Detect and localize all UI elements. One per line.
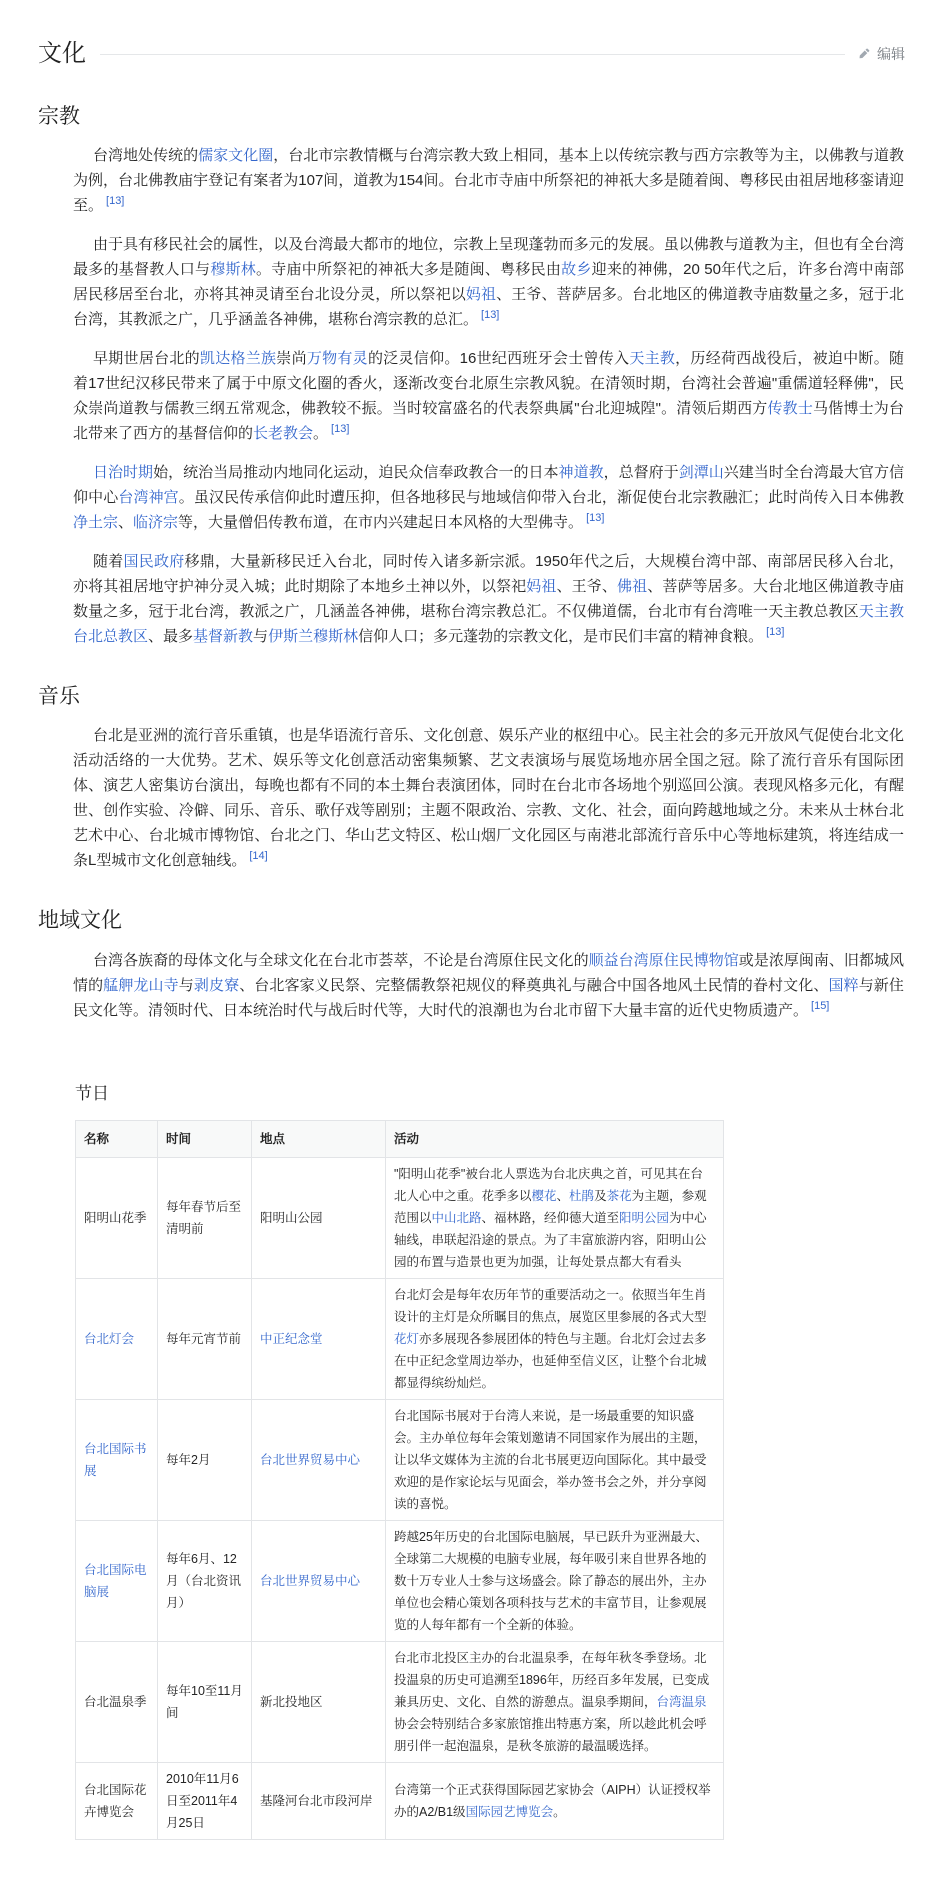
wiki-link[interactable]: 中山北路 — [431, 1210, 482, 1225]
wiki-link[interactable]: 台北灯会 — [84, 1331, 135, 1346]
section-religion — [38, 103, 905, 649]
festival-place-cell — [252, 1157, 386, 1278]
wiki-link[interactable]: 妈祖 — [526, 578, 557, 596]
paragraph — [73, 346, 904, 446]
festivals-table-header-row — [76, 1120, 724, 1157]
festival-activity-cell — [386, 1278, 724, 1399]
wiki-link[interactable]: [13] — [586, 512, 605, 525]
text-run: 与新住民文化等。清领时代、日本统治时代与战后时代等，大时代的浪潮也为台北市留下大量丰富的近代史物质遗产。 — [73, 976, 904, 1019]
wiki-link[interactable]: [13] — [766, 626, 785, 639]
wiki-link[interactable]: 中正纪念堂 — [260, 1331, 323, 1346]
festival-name-cell — [76, 1520, 158, 1641]
text-run: 台北国际花卉博览会 — [84, 1782, 147, 1819]
text-run: 。 — [313, 425, 329, 443]
wiki-link[interactable]: 天主教台北总教区 — [73, 603, 904, 646]
text-run: 与 — [178, 976, 194, 994]
festival-name-cell — [76, 1157, 158, 1278]
wiki-link[interactable]: 艋舺龙山寺 — [103, 976, 179, 994]
wiki-link[interactable]: 穆斯林 — [210, 261, 257, 279]
wiki-link[interactable]: 佛祖 — [616, 578, 648, 596]
text-run: 早期世居台北的 — [93, 350, 200, 368]
wiki-link[interactable]: 台湾神宫 — [118, 489, 179, 507]
text-run: 等，大量僧侣传教布道，在市内兴建起日本风格的大型佛寺。 — [178, 514, 584, 532]
festival-time-cell: 每年10至11月间 — [158, 1641, 252, 1762]
text-run: 台北是亚洲的流行音乐重镇，也是华语流行音乐、文化创意、娱乐产业的枢纽中心。民主社会的多元开放风气促使台北文化活动活络的一大优势。艺术、娱乐等文化创意活动密集频繁、艺文表演场与展览场地亦居全国之冠。除了流行音乐有国际团体、演艺人密集访台演出，每晚也都有不同的本土舞台表演团体，同时在台北市各场地个别巡回公演。表现风格多元化，有醒世、创作实验、冷僻、同乐、音乐、歌仔戏等剧别；主题不限政治、宗教、文化、社会，面向跨越地域之分。未来从士林台北艺术中心、台北城市博物馆、台北之门、华山艺文特区、松山烟厂文化园区与南港北部流行音乐中心等地标建筑，将连结成一条L型城市文化创意轴线。 — [73, 727, 904, 870]
text-run: 、福林路，经仰德大道至 — [481, 1210, 620, 1225]
wiki-link[interactable]: 阳明公园 — [619, 1210, 670, 1225]
text-run: 台北市北投区主办的台北温泉季，在每年秋冬季登场。北投温泉的历史可追溯至1896年，历经百多年发展，已变成兼具历史、文化、自然的游憩点。温泉季期间， — [394, 1650, 710, 1709]
reference-marker[interactable] — [331, 423, 349, 435]
text-run: ，台北市宗教情概与台湾宗教大致上相同，基本上以传统宗教与西方宗教等为主，以佛教与道教为例，台北佛教庙宇登记有案者为107间，道教为154间。台北市寺庙中所祭祀的神祇大多是随着闽、粤移民由祖居地移銮请迎至。 — [73, 147, 904, 215]
wiki-link[interactable]: 基督新教 — [193, 628, 254, 646]
column-header-activity: 活动 — [386, 1120, 724, 1157]
text-run: 迎来的神佛，20 50年代之后，许多台湾中南部居民移居至台北，亦将其神灵请至台北设分灵，所以祭祀以 — [73, 261, 904, 304]
religion-paragraphs — [73, 143, 904, 649]
music-paragraphs — [73, 723, 904, 873]
wiki-link[interactable]: 神道教 — [558, 464, 604, 482]
text-run: 、王爷、 — [556, 578, 617, 596]
wiki-link[interactable]: 儒家文化圈 — [198, 147, 274, 165]
wiki-link[interactable]: [13] — [331, 423, 350, 436]
text-run: 阳明山公园 — [260, 1210, 323, 1225]
wiki-link[interactable]: 伊斯兰穆斯林 — [268, 628, 359, 646]
wiki-link[interactable]: 台北世界贸易中心 — [260, 1452, 361, 1467]
text-run: 马偕博士为台北带来了西方的基督信仰的 — [73, 400, 904, 443]
text-run: 移鼎，大量新移民迁入台北，同时传入诸多新宗派。1950年代之后，大规模台湾中部、南部居民移入台北，亦将其祖居地守护神分灵入城；此时期除了本地乡土神以外，以祭祀 — [73, 553, 904, 596]
text-run: 为主题，参观范围以 — [394, 1188, 707, 1225]
column-header-name: 名称 — [76, 1120, 158, 1157]
wiki-link[interactable]: 天主教 — [629, 350, 676, 368]
festival-place-cell — [252, 1762, 386, 1839]
text-run: 、台北客家义民祭、完整儒教祭祀规仪的释奠典礼与融合中国各地风土民情的眷村文化、 — [239, 976, 829, 994]
regional-culture-paragraphs — [73, 948, 904, 1023]
edit-label: 编辑 — [877, 46, 905, 63]
text-run: 、 — [556, 1188, 570, 1203]
reference-marker[interactable] — [766, 626, 784, 638]
paragraph — [73, 723, 904, 873]
festival-time-cell: 每年2月 — [158, 1399, 252, 1520]
wiki-link[interactable]: [13] — [106, 195, 125, 208]
wiki-link[interactable]: 杜鹃 — [569, 1188, 595, 1203]
wiki-link[interactable]: 临济宗 — [133, 514, 179, 532]
festival-name-cell — [76, 1762, 158, 1839]
text-run: 台湾地处传统的 — [93, 147, 199, 165]
section-title-music: 音乐 — [38, 685, 80, 709]
wiki-link[interactable]: 剥皮寮 — [193, 976, 240, 994]
section-title-religion: 宗教 — [38, 104, 80, 128]
festival-place-cell — [252, 1278, 386, 1399]
wiki-link[interactable]: 剑潭山 — [678, 464, 724, 482]
reference-marker[interactable] — [249, 850, 267, 862]
wiki-link[interactable]: 国粹 — [828, 976, 859, 994]
text-run: 。寺庙中所祭祀的神祇大多是随闽、粤移民由 — [256, 261, 562, 279]
text-run: 台北国际书展对于台湾人来说，是一场最重要的知识盛会。主办单位每年会策划邀请不同国家作为展出的主题，让以华文媒体为主流的台北书展更迈向国际化。其中最受欢迎的是作家论坛与见面会，举办签书会之外，并分享阅读的喜悦。 — [394, 1408, 707, 1511]
text-run: 。虽汉民传承信仰此时遭压抑，但各地移民与地域信仰带入台北，渐促使台北宗教融汇；此时尚传入日本佛教 — [178, 489, 904, 507]
festival-activity-cell — [386, 1399, 724, 1520]
wiki-link[interactable]: [13] — [481, 309, 500, 322]
text-run: 台湾各族裔的母体文化与全球文化在台北市荟萃，不论是台湾原住民文化的 — [93, 951, 589, 969]
wiki-link[interactable]: 妈祖 — [465, 286, 497, 304]
text-run: 。 — [553, 1804, 566, 1819]
wiki-link[interactable]: 凯达格兰族 — [199, 350, 277, 368]
wiki-link[interactable]: 台北国际书展 — [84, 1441, 147, 1478]
festival-row — [76, 1762, 724, 1839]
text-run: 或是浓厚闽南、旧都城风情的 — [73, 951, 904, 994]
festival-time-cell: 每年6月、12月（台北资讯月） — [158, 1520, 252, 1641]
reference-marker[interactable] — [481, 309, 499, 321]
festival-time-cell: 每年春节后至清明前 — [158, 1157, 252, 1278]
text-run: 崇尚 — [276, 350, 307, 368]
text-run: 兴建当时全台湾最大官方信仰中心 — [73, 464, 904, 507]
reference-marker[interactable] — [811, 1000, 829, 1012]
wiki-link[interactable]: 国际园艺博览会 — [465, 1804, 554, 1819]
festival-row — [76, 1520, 724, 1641]
text-run: 台湾第一个正式获得国际园艺家协会（AIPH）认证授权举办的A2/B1级 — [394, 1782, 711, 1819]
paragraph — [73, 549, 904, 649]
festival-name-cell — [76, 1641, 158, 1762]
festival-row — [76, 1278, 724, 1399]
festival-time-cell: 2010年11月6日至2011年4月25日 — [158, 1762, 252, 1839]
text-run: "阳明山花季"被台北人票选为台北庆典之首，可见其在台北人心中之重。花季多以 — [394, 1166, 703, 1203]
text-run: 为中心轴线，串联起沿途的景点。为了丰富旅游内容，阳明山公园的布置与造景也更为加强，让每处景点都大有看头 — [394, 1210, 707, 1269]
text-run: ，总督府于 — [603, 464, 679, 482]
text-run: 随着 — [93, 553, 124, 571]
text-run: 基隆河台北市段河岸 — [260, 1793, 373, 1808]
paragraph — [73, 460, 904, 535]
text-run: 、菩萨等居多。大台北地区佛道教寺庙数量之多，冠于北台湾，教派之广，几涵盖各神佛，堪称台湾宗教总汇。不仅佛道儒，台北市有台湾唯一天主教总教区 — [73, 578, 904, 621]
column-header-place: 地点 — [252, 1120, 386, 1157]
festivals-table — [75, 1120, 724, 1840]
column-header-time: 时间 — [158, 1120, 252, 1157]
text-run: 、 — [118, 514, 134, 532]
page-section-title: 文化 — [38, 40, 86, 67]
paragraph — [73, 948, 904, 1023]
festival-activity-cell — [386, 1157, 724, 1278]
wiki-link[interactable]: 茶花 — [606, 1188, 632, 1203]
text-run: 阳明山花季 — [84, 1210, 147, 1225]
wiki-link[interactable]: 樱花 — [531, 1188, 557, 1203]
text-run: 台北温泉季 — [84, 1694, 147, 1709]
culture-heading-row — [38, 40, 905, 69]
section-title-regional-culture: 地域文化 — [38, 909, 122, 933]
festival-place-cell — [252, 1399, 386, 1520]
festival-row — [76, 1157, 724, 1278]
pencil-icon — [859, 48, 872, 61]
wiki-link[interactable]: 台北世界贸易中心 — [260, 1573, 361, 1588]
wiki-link[interactable]: 顺益台湾原住民博物馆 — [588, 951, 739, 969]
wiki-link[interactable]: 国民政府 — [123, 553, 185, 571]
festival-row — [76, 1641, 724, 1762]
text-run: 及 — [594, 1188, 607, 1203]
edit-button[interactable] — [859, 44, 905, 64]
reference-marker[interactable] — [586, 512, 604, 524]
wiki-link[interactable]: 万物有灵 — [306, 350, 368, 368]
wiki-link[interactable]: [15] — [811, 999, 830, 1012]
wiki-link[interactable]: 传教士 — [767, 400, 814, 418]
text-run: 信仰人口；多元蓬勃的宗教文化，是市民们丰富的精神食粮。 — [358, 628, 764, 646]
text-run: ，历经荷西战役后，被迫中断。随着17世纪汉移民带来了属于中原文化圈的香火，逐渐改变台北原生宗教风貌。在清领时期，台湾社会普遍"重儒道轻释佛"，民众崇尚道教与儒教三纲五常观念，佛教较不振。当时较富盛名的代表祭典属"台北迎城隍"。清领后期西方 — [73, 350, 904, 418]
festivals-table-body — [76, 1157, 724, 1839]
text-run: 由于具有移民社会的属性，以及台湾最大都市的地位，宗教上呈现蓬勃而多元的发展。虽以佛教与道教为主，但也有全台湾最多的基督教人口与 — [73, 236, 904, 279]
festival-time-cell: 每年元宵节前 — [158, 1278, 252, 1399]
paragraph — [73, 232, 904, 332]
wiki-link[interactable]: 台北国际电脑展 — [84, 1562, 147, 1599]
festival-activity-cell — [386, 1520, 724, 1641]
section-festivals — [38, 1079, 905, 1840]
paragraph — [73, 143, 904, 218]
festival-name-cell — [76, 1278, 158, 1399]
text-run: 跨越25年历史的台北国际电脑展，早已跃升为亚洲最大、全球第二大规模的电脑专业展，每年吸引来自世界各地的数十万专业人士参与这场盛会。除了静态的展出外，主办单位也会精心策划各项科技与艺术的丰富节目，让参观展览的人每年都有一个全新的体验。 — [394, 1529, 708, 1632]
wiki-link[interactable]: 长老教会 — [253, 425, 314, 443]
festival-name-cell — [76, 1399, 158, 1520]
wiki-link[interactable]: 净土宗 — [73, 514, 119, 532]
text-run: 新北投地区 — [260, 1694, 323, 1709]
section-title-festivals: 节日 — [75, 1083, 109, 1103]
section-music — [38, 683, 905, 873]
text-run: 始，统治当局推动内地同化运动，迫民众信奉政教合一的日本 — [153, 464, 559, 482]
heading-divider — [100, 54, 845, 55]
wiki-link[interactable]: [14] — [249, 850, 268, 863]
wiki-link[interactable]: 花灯 — [394, 1331, 420, 1346]
section-regional-culture — [38, 907, 905, 1022]
wiki-link[interactable]: 故乡 — [561, 261, 592, 279]
reference-marker[interactable] — [106, 195, 124, 207]
text-run: 协会会特别结合多家旅馆推出特惠方案，所以趁此机会呼朋引伴一起泡温泉，是秋冬旅游的最温暖选择。 — [394, 1716, 707, 1753]
text-run: 的泛灵信仰。16世纪西班牙会士曾传入 — [367, 350, 630, 368]
wiki-link[interactable]: 日治时期 — [93, 464, 154, 482]
festival-activity-cell — [386, 1641, 724, 1762]
wiki-link[interactable]: 台湾温泉 — [656, 1694, 707, 1709]
festival-activity-cell — [386, 1762, 724, 1839]
text-run: 台北灯会是每年农历年节的重要活动之一。依照当年生肖设计的主灯是众所瞩目的焦点，展览区里参展的各式大型 — [394, 1287, 707, 1324]
festival-row — [76, 1399, 724, 1520]
text-run: 、最多 — [148, 628, 194, 646]
festival-place-cell — [252, 1520, 386, 1641]
text-run: 亦多展现各参展团体的特色与主题。台北灯会过去多在中正纪念堂周边举办，也延伸至信义区，让整个台北城都显得缤纷灿烂。 — [394, 1331, 707, 1390]
festival-place-cell — [252, 1641, 386, 1762]
text-run: 、王爷、菩萨居多。台北地区的佛道教寺庙数量之多，冠于北台湾，其教派之广，几乎涵盖各神佛，堪称台湾宗教的总汇。 — [73, 286, 904, 329]
text-run: 与 — [253, 628, 269, 646]
